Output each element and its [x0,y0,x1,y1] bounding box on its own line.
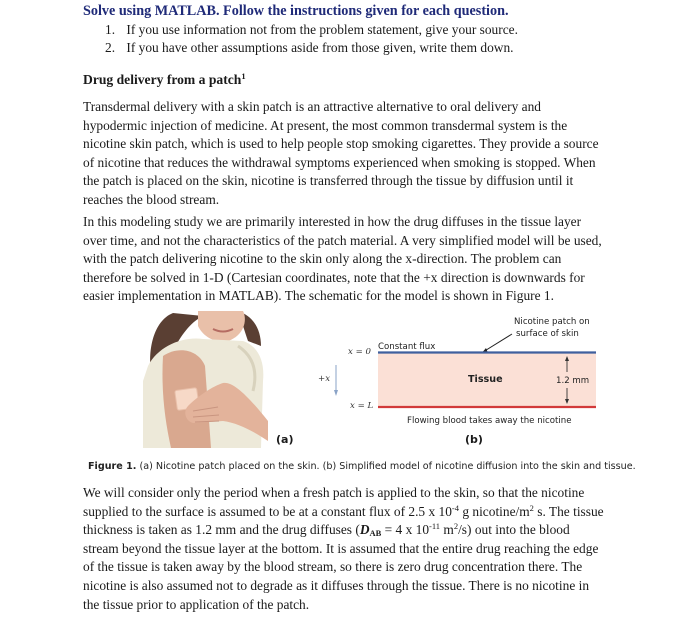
text-line: stream beyond the tissue layer at the bottom. It is assumed that the entire drug reaching the edge [83,540,599,556]
text-line-flux [83,503,623,522]
constant-flux-label: Constant flux [378,342,436,352]
x-zero-label: x = 0 [348,347,371,357]
x-L-label: x = L [350,401,374,411]
text-line: We will consider only the period when a fresh patch is applied to the skin, so that the nicotine [83,485,585,500]
figure-caption [88,461,636,472]
problem-title: Solve using MATLAB. Follow the instructions given for each question. [83,3,509,19]
text-segment: s. The tissue [533,503,604,519]
instruction-number: 1. [105,22,116,37]
instruction-item-2 [105,40,514,56]
plus-x-arrow [334,390,338,396]
instruction-item-1 [105,22,518,38]
text-line: nicotine is also assumed not to degrade as it diffuses through the tissue. There is no nicotine in [83,577,590,593]
text-line: of nicotine that reduces the withdrawal symptoms experienced when smoking is stopped. When [83,154,596,170]
text-line-diffusivity [83,521,623,540]
exponent: 2 [529,502,534,513]
text-line: reaches the blood stream. [83,191,220,207]
exponent: -11 [429,521,441,532]
tissue-label: Tissue [468,374,503,385]
text-segment: supplied to the surface is assumed to be at a constant flux of 2.5 x 10 [83,503,452,519]
paragraph-intro [83,98,623,210]
exponent: 2 [453,521,459,532]
plus-x-label: +x [318,374,331,384]
text-segment: /s) out into the blood [458,522,570,538]
section-heading [83,72,246,88]
text-line: over time, and not the characteristics of the patch material. A very simplified model will be used, [83,232,602,248]
footnote-marker: 1 [241,71,246,81]
text-line: with the patch delivering nicotine to the skin only along the x-direction. The problem can [83,251,562,267]
paragraph-modeling [83,213,623,306]
pointer-arrow-line [483,334,512,352]
text-line: therefore be solved in 1-D (Cartesian coordinates, note that the +x direction is downwards for [83,269,585,285]
patch-label-line2: surface of skin [516,329,579,339]
text-line: of the tissue is taken away by the blood stream, so there is zero drug concentration there. The [83,559,583,575]
text-segment: g nicotine/m [459,503,530,519]
exponent: -4 [451,502,459,513]
paragraph-assumptions [83,484,623,614]
blood-flow-label: Flowing blood takes away the nicotine [407,416,572,426]
text-line: hypodermic injection of medicine. At present, the most common transdermal system is the [83,117,568,133]
instruction-text: If you have other assumptions aside from those given, write them down. [126,40,514,55]
instruction-text: If you use information not from the problem statement, give your source. [126,22,518,37]
patch-photo [143,311,278,448]
text-line: nicotine skin patch, which is used to help people stop smoking cigarettes. They provide a source [83,136,599,152]
text-line: the tissue prior to application of the patch. [83,596,310,612]
thickness-label: 1.2 mm [556,376,590,386]
figure-label-a: (a) [276,433,294,446]
section-heading-text: Drug delivery from a patch [83,72,242,87]
text-segment: = 4 x 10 [381,522,430,538]
text-line: easier implementation in MATLAB). The schematic for the model is shown in Figure 1. [83,288,554,304]
instruction-number: 2. [105,40,116,55]
patch-label-line1: Nicotine patch on [514,317,590,327]
caption-figure-number: Figure 1. [88,461,137,472]
text-segment: thickness is taken as 1.2 mm and the drug diffuses ( [83,522,360,538]
diffusivity-symbol: D [359,522,370,538]
text-line: Transdermal delivery with a skin patch is an attractive alternative to oral delivery and [83,99,541,114]
text-segment: m [440,522,454,538]
text-line: the patch is placed on the skin, nicotine is transferred through the tissue by diffusion until it [83,173,574,189]
figure-label-b: (b) [465,433,483,446]
subscript: AB [369,528,382,539]
woman-with-patch-illustration [143,311,278,448]
schematic-graphics [300,310,600,460]
diffusion-schematic [300,310,600,460]
text-line: In this modeling study we are primarily interested in how the drug diffuses in the tissue layer [83,214,582,229]
caption-text: (a) Nicotine patch placed on the skin. (b) Simplified model of nicotine diffusion into the skin and tissue. [136,461,636,472]
